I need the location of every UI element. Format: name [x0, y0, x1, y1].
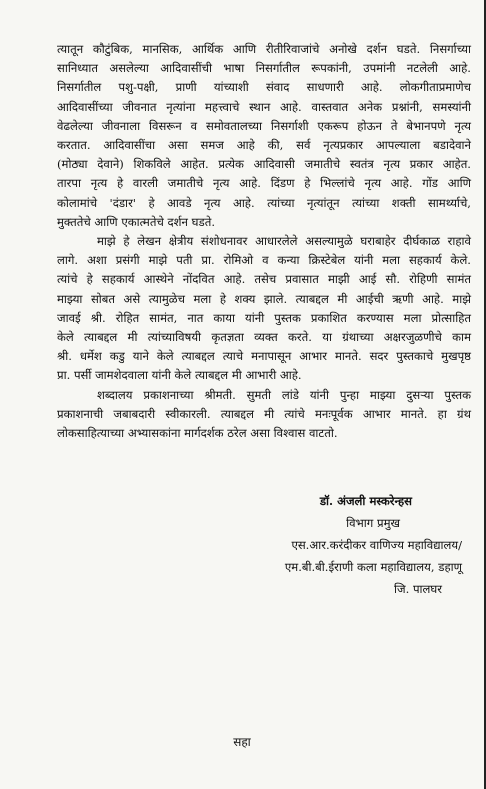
author-name: डॉ. अंजली मस्करेन्हस: [319, 494, 412, 508]
text-line: त्यातून कौटुंबिक, मानसिक, आर्थिक आणि रीतीरिवाजांचे अनोखे दर्शन घडते. निसर्गाच्या: [57, 42, 471, 56]
text-line: मुक्ततेचे आणि एकात्मतेचे दर्शन घडते.: [57, 214, 216, 229]
text-line: शब्दालय प्रकाशनाच्या श्रीमती. सुमती लांडे यांनी पुन्हा माझ्या दुसऱ्या पुस्तक: [97, 387, 471, 402]
author-place: जि. पालघर: [393, 582, 442, 596]
text-line: केले त्याबद्दल मी त्यांच्याविषयी कृतज्ञता व्यक्त करते. या ग्रंथाच्या अक्षरजुळणीचे काम: [57, 330, 471, 345]
text-line: वेढलेल्या जीवनाला विसरून व समोवतालच्या निसर्गाशी एकरूप होऊन ते बेभानपणे नृत्य: [57, 118, 471, 133]
text-line: त्यांचे हे सहकार्य आस्थेने नोंदवित आहे. तसेच प्रवासात माझी आई सौ. रोहिणी सामंत: [57, 272, 471, 287]
text-line: जावई श्री. रोहित सामंत, नात काया यांनी पुस्तक प्रकाशित करण्यास मला प्रोत्साहित: [57, 310, 471, 325]
signature-block: [232, 490, 462, 600]
paragraph: [57, 40, 471, 232]
paragraph: [57, 232, 471, 386]
text-line: (मोठ्या देवाने) शिकविले आहेत. प्रत्येक आदिवासी जमातीचे स्वतंत्र नृत्य प्रकार आहेत.: [57, 157, 471, 172]
preface-body: [57, 40, 471, 443]
text-line: करतात. आदिवासींचा असा समज आहे की, सर्व नृत्यप्रकार आपल्याला बडादेवाने: [57, 138, 471, 153]
text-line: कोलामांचे 'दंडार' हे आवडे नृत्य आहे. त्यांच्या नृत्यांतून त्यांच्या शक्ती सामर्थ्याचे,: [57, 195, 471, 210]
text-line: प्रकाशनाची जबाबदारी स्वीकारली. त्याबद्दल मी त्यांचे मनःपूर्वक आभार मानते. हा ग्रंथ: [57, 406, 471, 421]
text-line: तारपा नृत्य हे वारली जमातीचे नृत्य आहे. दिंडण हे भिल्लांचे नृत्य आहे. गोंड आणि: [57, 176, 471, 191]
text-line: लागे. अशा प्रसंगी माझे पती प्रा. रोमिओ व कन्या क्रिस्टेबेल यांनी मला सहकार्य केले.: [57, 253, 471, 268]
text-line: लोकसाहित्याच्या अभ्यासकांना मार्गदर्शक ठरेल असा विश्वास वाटतो.: [57, 426, 338, 441]
text-line: माझ्या सोबत असे त्यामुळेच मला हे शक्य झाले. त्याबद्दल मी आईची ऋणी आहे. माझे: [57, 291, 471, 306]
text-line: सानिध्यात असलेल्या आदिवासींची भाषा निसर्गातील रूपकांनी, उपमांनी नटलेली आहे.: [57, 61, 471, 76]
author-college-2: एम.बी.बी.ईराणी कला महाविद्यालय, डहाणू: [284, 560, 462, 574]
paragraph: [57, 386, 471, 444]
text-line: प्रा. पर्सी जामशेदवाला यांनी केले त्याबद्दल मी आभारी आहे.: [57, 368, 302, 383]
page-number: सहा: [233, 735, 251, 749]
text-line: माझे हे लेखन क्षेत्रीय संशोधनावर आधारलेले असल्यामुळे घराबाहेर दीर्घकाळ राहावे: [97, 234, 471, 249]
author-college-1: एस.आर.करंदीकर वाणिज्य महाविद्यालय/: [291, 538, 462, 552]
text-line: निसर्गातील पशु-पक्षी, प्राणी यांच्याशी संवाद साधणारी आहे. लोकगीताप्रमाणेच: [57, 80, 471, 95]
text-line: आदिवासींच्या जीवनात नृत्यांना महत्त्वाचे स्थान आहे. वास्तवात अनेक प्रश्नांनी, समस्यांनी: [57, 99, 471, 114]
author-role: विभाग प्रमुख: [346, 516, 400, 530]
text-line: श्री. धर्मेश कडु याने केले त्याबद्दल त्याचे मनापासून आभार मानते. सदर पुस्तकाचे मुखपृष्ठ: [57, 349, 471, 364]
